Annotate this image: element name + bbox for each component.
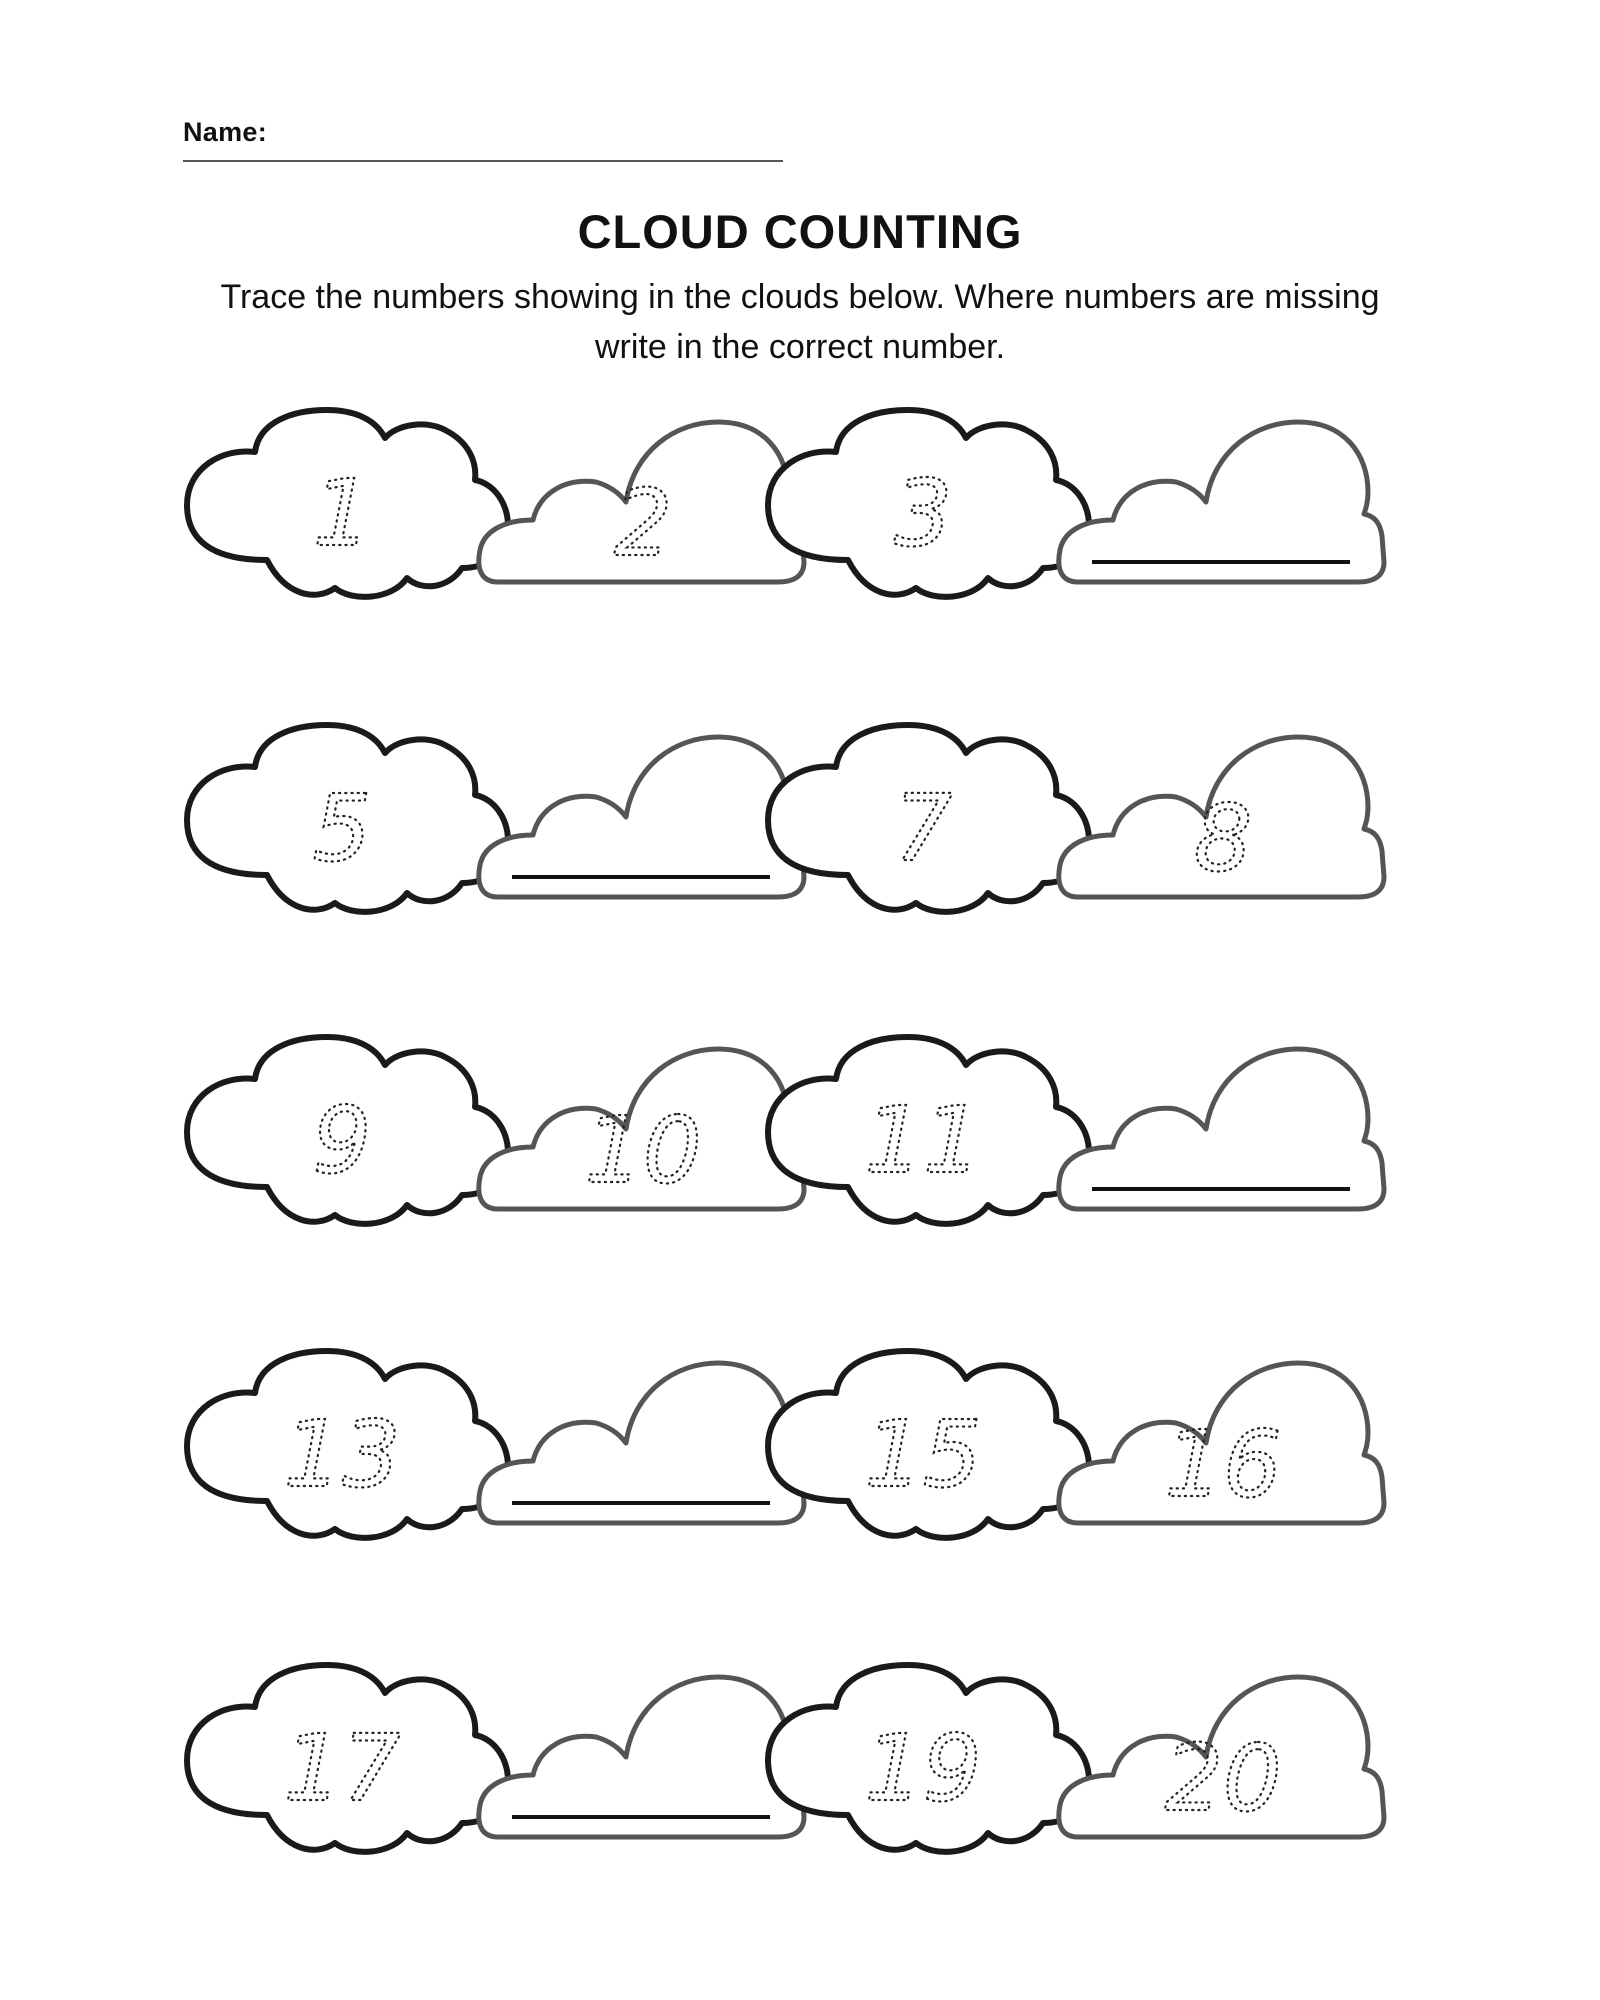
flat-cloud-outline: [1059, 422, 1384, 582]
trace-cloud: [768, 1665, 1089, 1852]
trace-cloud: [1059, 737, 1384, 897]
flat-cloud-outline: [479, 737, 804, 897]
traceable-number: 7: [893, 775, 953, 882]
trace-cloud: [479, 422, 804, 582]
traceable-number: 16: [1164, 1411, 1282, 1518]
traceable-number: 9: [312, 1087, 372, 1194]
blank-cloud[interactable]: [1059, 422, 1384, 582]
traceable-number: 15: [864, 1401, 982, 1508]
trace-cloud: [187, 410, 508, 597]
flat-cloud-outline: [479, 1677, 804, 1837]
traceable-number: 2: [613, 470, 673, 577]
traceable-number: 20: [1164, 1725, 1282, 1832]
blank-cloud[interactable]: [479, 1677, 804, 1837]
worksheet-title: CLOUD COUNTING: [577, 205, 1023, 258]
flat-cloud-outline: [479, 1363, 804, 1523]
traceable-number: 17: [283, 1715, 401, 1822]
trace-cloud: [1059, 1677, 1384, 1837]
trace-cloud: [768, 1037, 1089, 1224]
traceable-number: 5: [312, 775, 372, 882]
blank-cloud[interactable]: [479, 1363, 804, 1523]
traceable-number: 19: [864, 1715, 982, 1822]
blank-cloud[interactable]: [1059, 1049, 1384, 1209]
trace-cloud: [187, 1665, 508, 1852]
traceable-number: 8: [1193, 785, 1253, 892]
name-label: Name:: [183, 117, 268, 147]
trace-cloud: [479, 1049, 804, 1209]
trace-cloud: [187, 725, 508, 912]
worksheet-instructions: Trace the numbers showing in the clouds below. Where numbers are missing write in the correct number.: [220, 278, 1380, 366]
traceable-number: 11: [864, 1087, 982, 1194]
trace-cloud: [187, 1037, 508, 1224]
trace-cloud: [768, 410, 1089, 597]
trace-cloud: [768, 1351, 1089, 1538]
traceable-number: 13: [283, 1401, 401, 1508]
trace-cloud: [768, 725, 1089, 912]
traceable-number: 10: [584, 1097, 702, 1204]
traceable-number: 1: [312, 460, 372, 567]
flat-cloud-outline: [1059, 1049, 1384, 1209]
trace-cloud: [187, 1351, 508, 1538]
blank-cloud[interactable]: [479, 737, 804, 897]
trace-cloud: [1059, 1363, 1384, 1523]
traceable-number: 3: [893, 460, 953, 567]
